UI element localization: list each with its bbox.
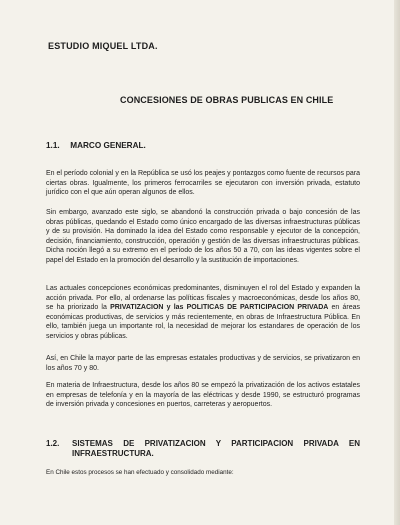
paragraph-colonial-period: En el período colonial y en la República se usó los peajes y pontazgos como fuente de recursos para ciertas obras. Igualmente, los primeros ferrocarriles se ejecutaron con inversión privada, estatuto jurídico con el que aún operan algunos de ellos. <box>46 170 360 197</box>
section-title: MARCO GENERAL. <box>70 141 146 150</box>
document-title: CONCESIONES DE OBRAS PUBLICAS EN CHILE <box>120 95 334 105</box>
closing-line: En Chile estos procesos se han efectuado y consolidado mediante: <box>46 469 234 476</box>
paragraph-infrastructure: En materia de Infraestructura, desde los años 80 se empezó la privatización de los activos estatales en empresas de telefonía y en la mayoría de las eléctricas y desde 1990, se estructuró programas de inversión privada y concesiones en puertos, carreteras y aeropuertos. <box>46 382 360 409</box>
section-title: SISTEMAS DE PRIVATIZACION Y PARTICIPACION PRIVADA EN INFRAESTRUCTURA. <box>72 439 360 458</box>
section-number: 1.1. <box>46 141 60 150</box>
company-header: ESTUDIO MIQUEL LTDA. <box>48 41 158 51</box>
section-number: 1.2. <box>46 439 60 448</box>
paragraph-privatization-policies <box>46 284 360 342</box>
paragraph-state-role: Sin embargo, avanzado este siglo, se abandonó la construcción privada o bajo concesión de las obras públicas, quedando el Estado como único encargado de las diversas infraestructuras públicas y de su provisión. Ha dominado la idea del Estado como responsable y ejecutor de la concepción, decisión, financiamiento, construcción, operación y gestión de las diversas infraestructuras públicas. Dicha noción llegó a su extremo en el período de los años 50 a 70, con las ideas vigentes sobre el papel del Estado en la promoción del desarrollo y la sustitución de importaciones. <box>46 209 360 264</box>
section-heading-1-2 <box>46 439 360 459</box>
paragraph-state-companies: Así, en Chile la mayor parte de las empresas estatales productivas y de servicios, se privatizaron en los años 70 y 80. <box>46 355 360 372</box>
section-heading-1-1 <box>46 141 146 150</box>
paragraph-text-part: Las actuales concepciones económicas predominantes, disminuyen el rol del Estado y expanden la acción privada. Por ello, al ordenarse las políticas fiscales y macroeconómicas, desde los años 80, se ha priorizado la <box>46 285 360 312</box>
paragraph-emphasis: PRIVATIZACION y las POLITICAS DE PARTICIPACION PRIVADA <box>110 304 329 312</box>
paragraph-text-part: en áreas económicas productivas, de servicios y más recientemente, en obras de Infraestructura Pública. En ello, también juega un importante rol, la necesidad de mejorar los estandares de operación de los servicios y obras públicas. <box>46 304 360 340</box>
